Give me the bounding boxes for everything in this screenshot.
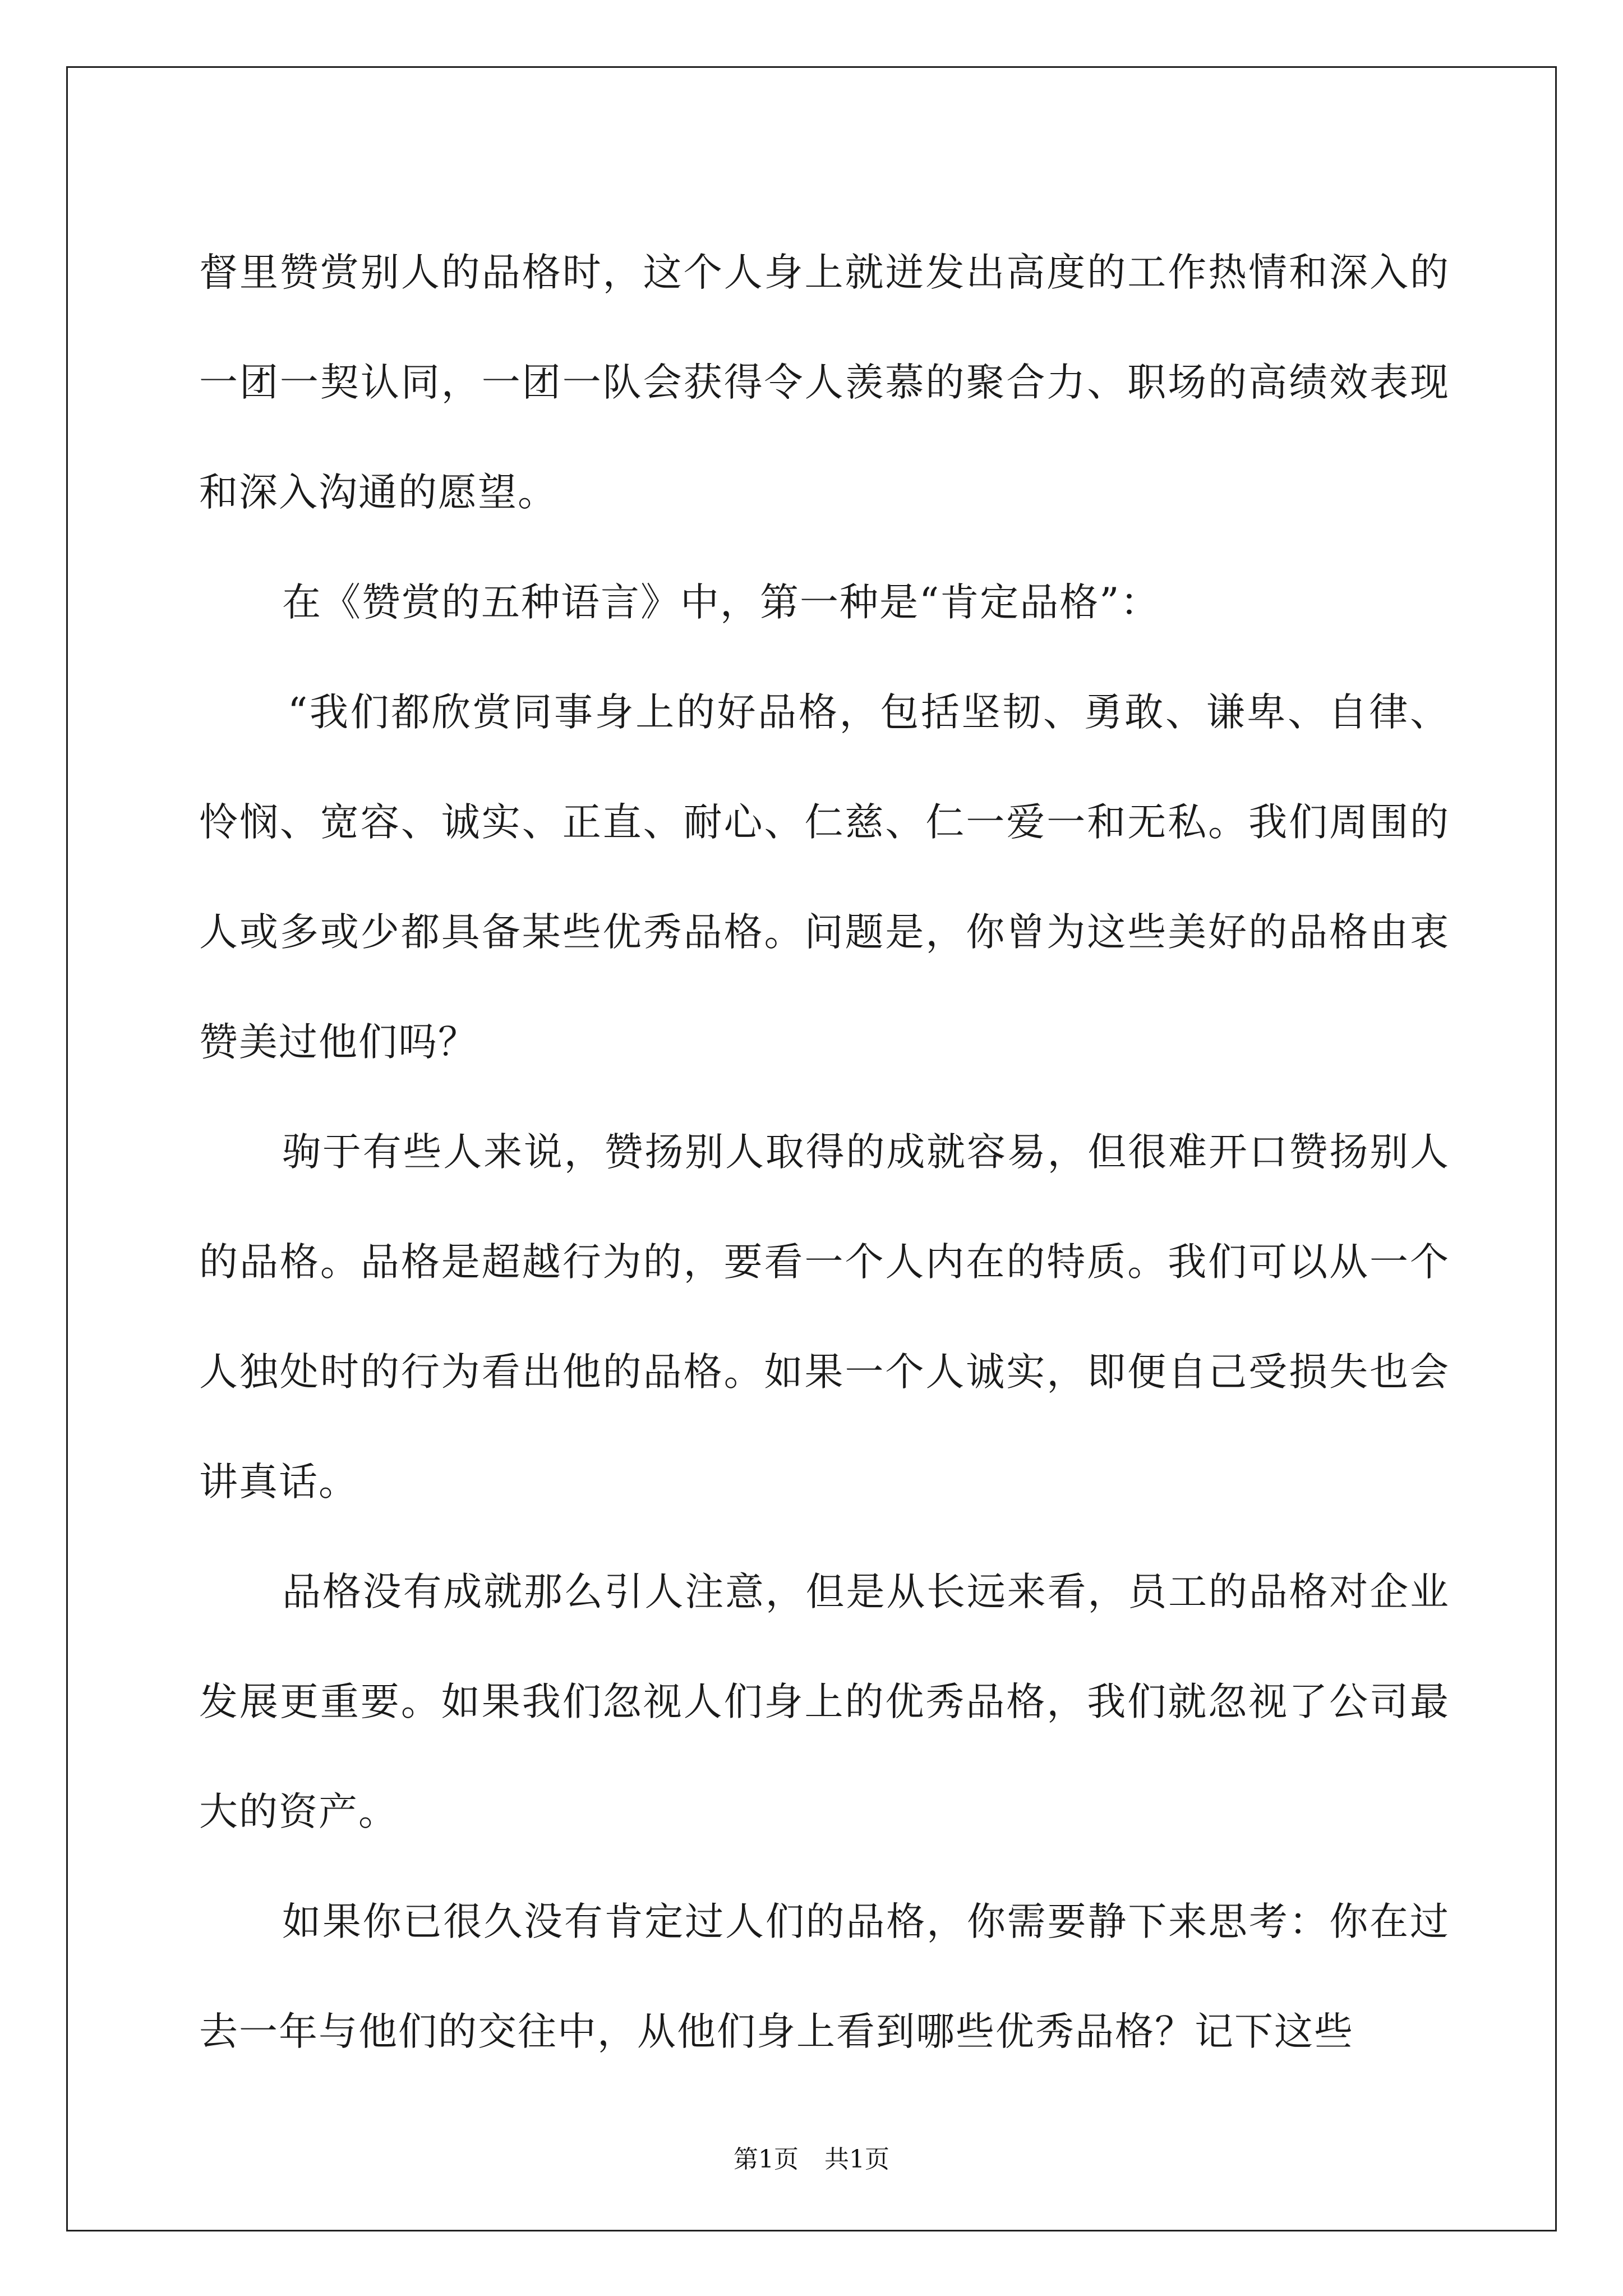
- paragraph-5: 品格没有成就那么引人注意，但是从长远来看，员工的品格对企业发展更重要。如果我们忽视人们身上的优秀品格，我们就忽视了公司最大的资产。: [199, 1570, 1450, 1834]
- paragraph-4: 驹于有些人来说，赞扬别人取得的成就容易，但很难开口赞扬别人的品格。品格是超越行为的，要看一个人内在的特质。我们可以从一个人独处时的行为看出他的品格。如果一个人诚实，即便自己受损失也会讲真话。: [199, 1130, 1450, 1504]
- document-body: [199, 218, 1450, 2087]
- page-footer: [0, 2143, 1623, 2177]
- paragraph-3: “我们都欣赏同事身上的好品格，包括坚韧、勇敢、谦卑、自律、怜悯、宽容、诚实、正直、耐心、仁慈、仁一爱一和无私。我们周围的人或多或少都具备某些优秀品格。问题是，你曾为这些美好的品格由衷赞美过他们吗？: [199, 690, 1450, 1065]
- page-number-current: 第1页: [734, 2145, 799, 2174]
- paragraph-1: 督里赞赏别人的品格时，这个人身上就迸发出高度的工作热情和深入的一团一契认同，一团一队会获得令人羡慕的聚合力、职场的高绩效表现和深入沟通的愿望。: [199, 250, 1450, 515]
- paragraph-6: 如果你已很久没有肯定过人们的品格，你需要静下来思考：你在过去一年与他们的交往中，从他们身上看到哪些优秀品格？记下这些: [199, 1899, 1450, 2054]
- page-number-total: 共1页: [824, 2145, 889, 2174]
- paragraph-2: 在《赞赏的五种语言》中，第一种是“肯定品格”：: [282, 580, 1160, 625]
